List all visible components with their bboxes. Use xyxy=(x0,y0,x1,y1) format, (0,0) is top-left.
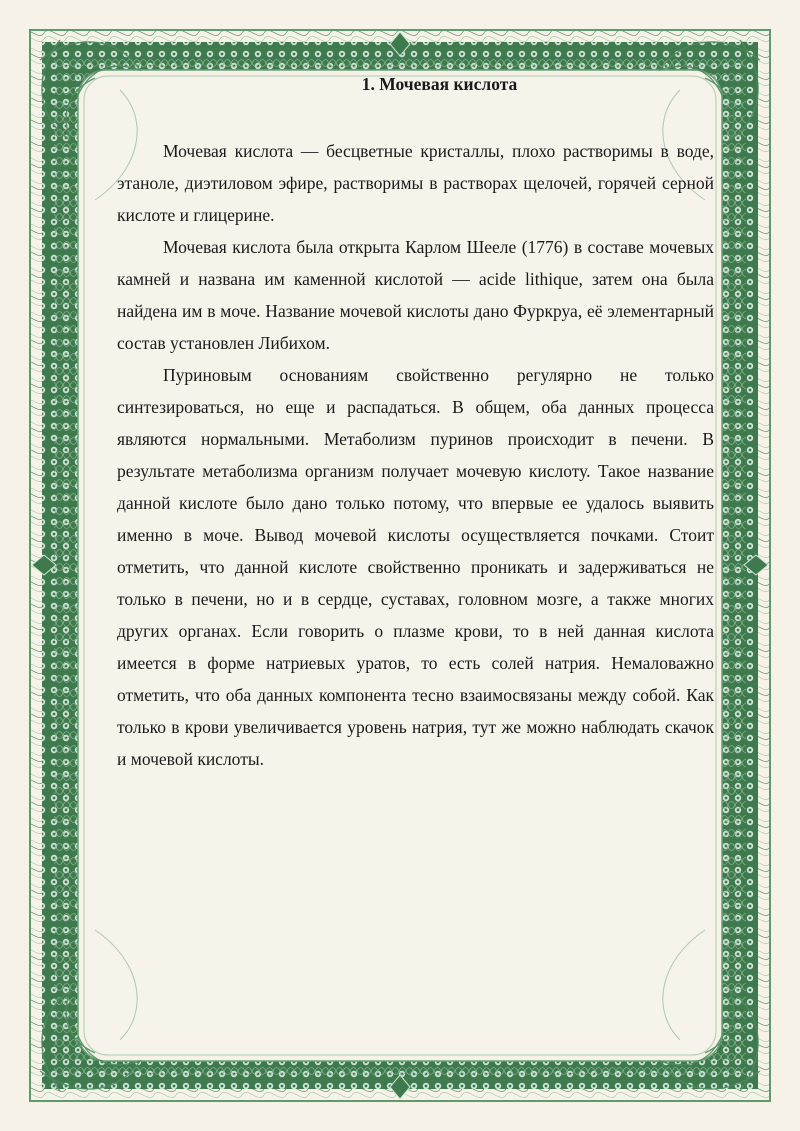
section-title: 1. Мочевая кислота xyxy=(361,74,518,94)
document-body xyxy=(117,70,714,775)
paragraph-1: Мочевая кислота — бесцветные кристаллы, плохо растворимы в воде, этаноле, диэтиловом эфире, растворимы в растворах щелочей, горячей серной кислоте и глицерине. xyxy=(117,141,714,225)
paragraph-2: Мочевая кислота была открыта Карлом Шееле (1776) в составе мочевых камней и названа им каменной кислотой — acide lithique, затем она была найдена им в моче. Название мочевой кислоты дано Фуркруа, её элементарный состав установлен Либихом. xyxy=(117,237,714,353)
paragraph-3: Пуриновым основаниям свойственно регулярно не только синтезироваться, но еще и распадаться. В общем, оба данных процесса являются нормальными. Метаболизм пуринов происходит в печени. В результате метаболизма организм получает мочевую кислоту. Такое название данной кислоте было дано только потому, что впервые ее удалось выявить именно в моче. Вывод мочевой кислоты осуществляется почками. Стоит отметить, что данной кислоте свойственно проникать и задерживаться не только в печени, но и в сердце, суставах, головном мозге, а также многих других органах. Если говорить о плазме крови, то в ней данная кислота имеется в форме натриевых уратов, то есть солей натрия. Немаловажно отметить, что оба данных компонента тесно взаимосвязаны между собой. Как только в крови увеличивается уровень натрия, тут же можно наблюдать скачок и мочевой кислоты. xyxy=(117,365,714,769)
